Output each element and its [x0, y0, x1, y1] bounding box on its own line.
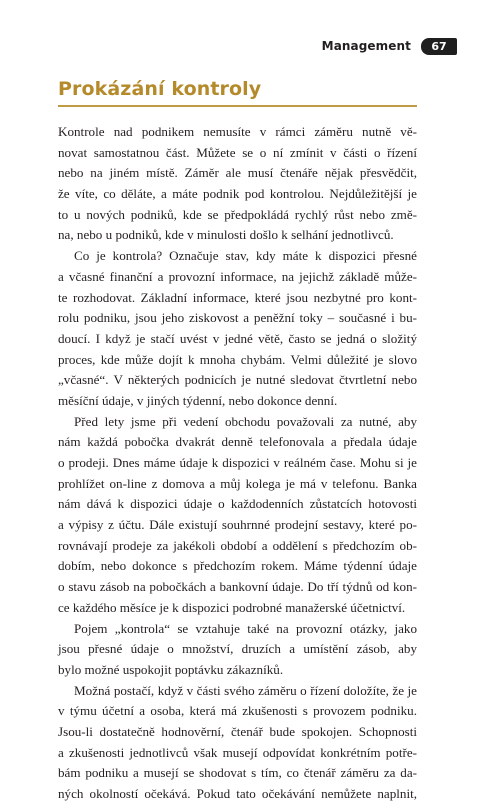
text-line: že víte, co děláte, a máte podnik pod kontrolou. Nejdůležitější je: [58, 186, 417, 202]
text-line: v týmu účetní a osoba, která má zkušenosti s provozem podniku.: [58, 703, 417, 719]
text-line: prohlížet on-line z domova a můj kolega je má v telefonu. Banka: [58, 475, 417, 491]
text-line: te rozhodovat. Základní informace, které jsou nezbytné pro kont-: [58, 289, 417, 305]
text-line: „včasné“. V některých podnicích je nutné sledovat čtvrtletní nebo: [58, 372, 417, 388]
text-line: jsou přesné údaje o množství, druzích a umístění zásob, aby: [58, 641, 417, 657]
paragraph-5: [58, 681, 417, 805]
text-line: ných okolností očekává. Pokud tato očekávání nemůžete naplnit,: [58, 786, 417, 801]
running-header-section: Management: [321, 39, 411, 53]
text-line: proces, kde může dojít k mnoha chybám. Velmi důležité je slovo: [58, 351, 417, 367]
text-line: Jsou-li dostatečně hodnověrní, čtenář bude spokojen. Schopnosti: [58, 723, 417, 739]
text-line: to u nových podniků, kde se předpokládá rychlý růst nebo změ-: [58, 206, 417, 222]
text-line: novat samostatnou část. Můžete se o ní zmínit v části o řízení: [58, 144, 417, 160]
page-number-badge: 67: [421, 38, 457, 55]
text-line: dobím, nebo dokonce s předchozím rokem. Máme týdenní údaje: [58, 558, 417, 574]
text-line: a výpisy z účtu. Dále existují souhrnné prodejní sestavy, které po-: [58, 517, 417, 533]
text-line: na, nebo u podniků, kde v minulosti došlo k selhání jednotlivců.: [58, 227, 394, 243]
running-header: [322, 37, 457, 55]
paragraph-4: [58, 619, 417, 681]
text-line: rovnávají prodeje za jakékoli období a oddělení s předchozím ob-: [58, 537, 417, 553]
text-line: a včasné finanční a provozní informace, na jejichž základě může-: [58, 268, 417, 284]
text-line: bylo možné uspokojit poptávku zákazníků.: [58, 661, 284, 677]
body-text: [58, 122, 417, 805]
text-line: bám podniku a musejí se shodovat s tím, co čtenář záměru za da-: [58, 765, 417, 781]
paragraph-1: [58, 122, 417, 246]
paragraph-2: [58, 246, 417, 412]
text-line: měsíční údaje, v jiných týdenní, nebo dokonce denní.: [58, 392, 338, 408]
title-underline-rule: [58, 105, 417, 107]
text-line: Kontrole nad podnikem nemusíte v rámci záměru nutně vě-: [58, 124, 417, 139]
text-line: o stavu zásob na pobočkách a bankovní údaje. Do tří týdnů od kon-: [58, 579, 417, 595]
text-line: o prodeji. Dnes máme údaje k dispozici v reálném čase. Mohu si je: [58, 455, 417, 470]
text-line: nám dává k dispozici údaje o každodenních zůstatcích hotovosti: [58, 496, 417, 512]
paragraph-3: [58, 412, 417, 619]
text-line: Pojem „kontrola“ se vztahuje také na provozní otázky, jako: [74, 620, 417, 636]
text-line: rolu podniku, jsou jeho ziskovost a peněžní toky – současné i bu-: [58, 310, 417, 326]
text-line: Před lety jsme při vedení obchodu považovali za nutné, aby: [74, 413, 417, 429]
text-line: Co je kontrola? Označuje stav, kdy máte k dispozici přesné: [74, 248, 417, 264]
text-line: nebo na jiném místě. Záměr ale musí čtenáře nějak přesvědčit,: [58, 165, 417, 181]
text-line: nám každá pobočka dvakrát denně telefonovala a předala údaje: [58, 434, 417, 450]
text-line: ce každého měsíce je k dispozici podrobné manažerské účetnictví.: [58, 599, 406, 615]
text-line: a zkušenosti jednotlivců však musejí odpovídat konkrétním potře-: [58, 744, 417, 760]
chapter-title: Prokázání kontroly: [58, 78, 262, 100]
text-line: Možná postačí, když v části svého záměru o řízení doložíte, že je: [74, 682, 417, 698]
text-line: doucí. I když je stačí uvést v jedné větě, často se jedná o složitý: [58, 330, 417, 346]
